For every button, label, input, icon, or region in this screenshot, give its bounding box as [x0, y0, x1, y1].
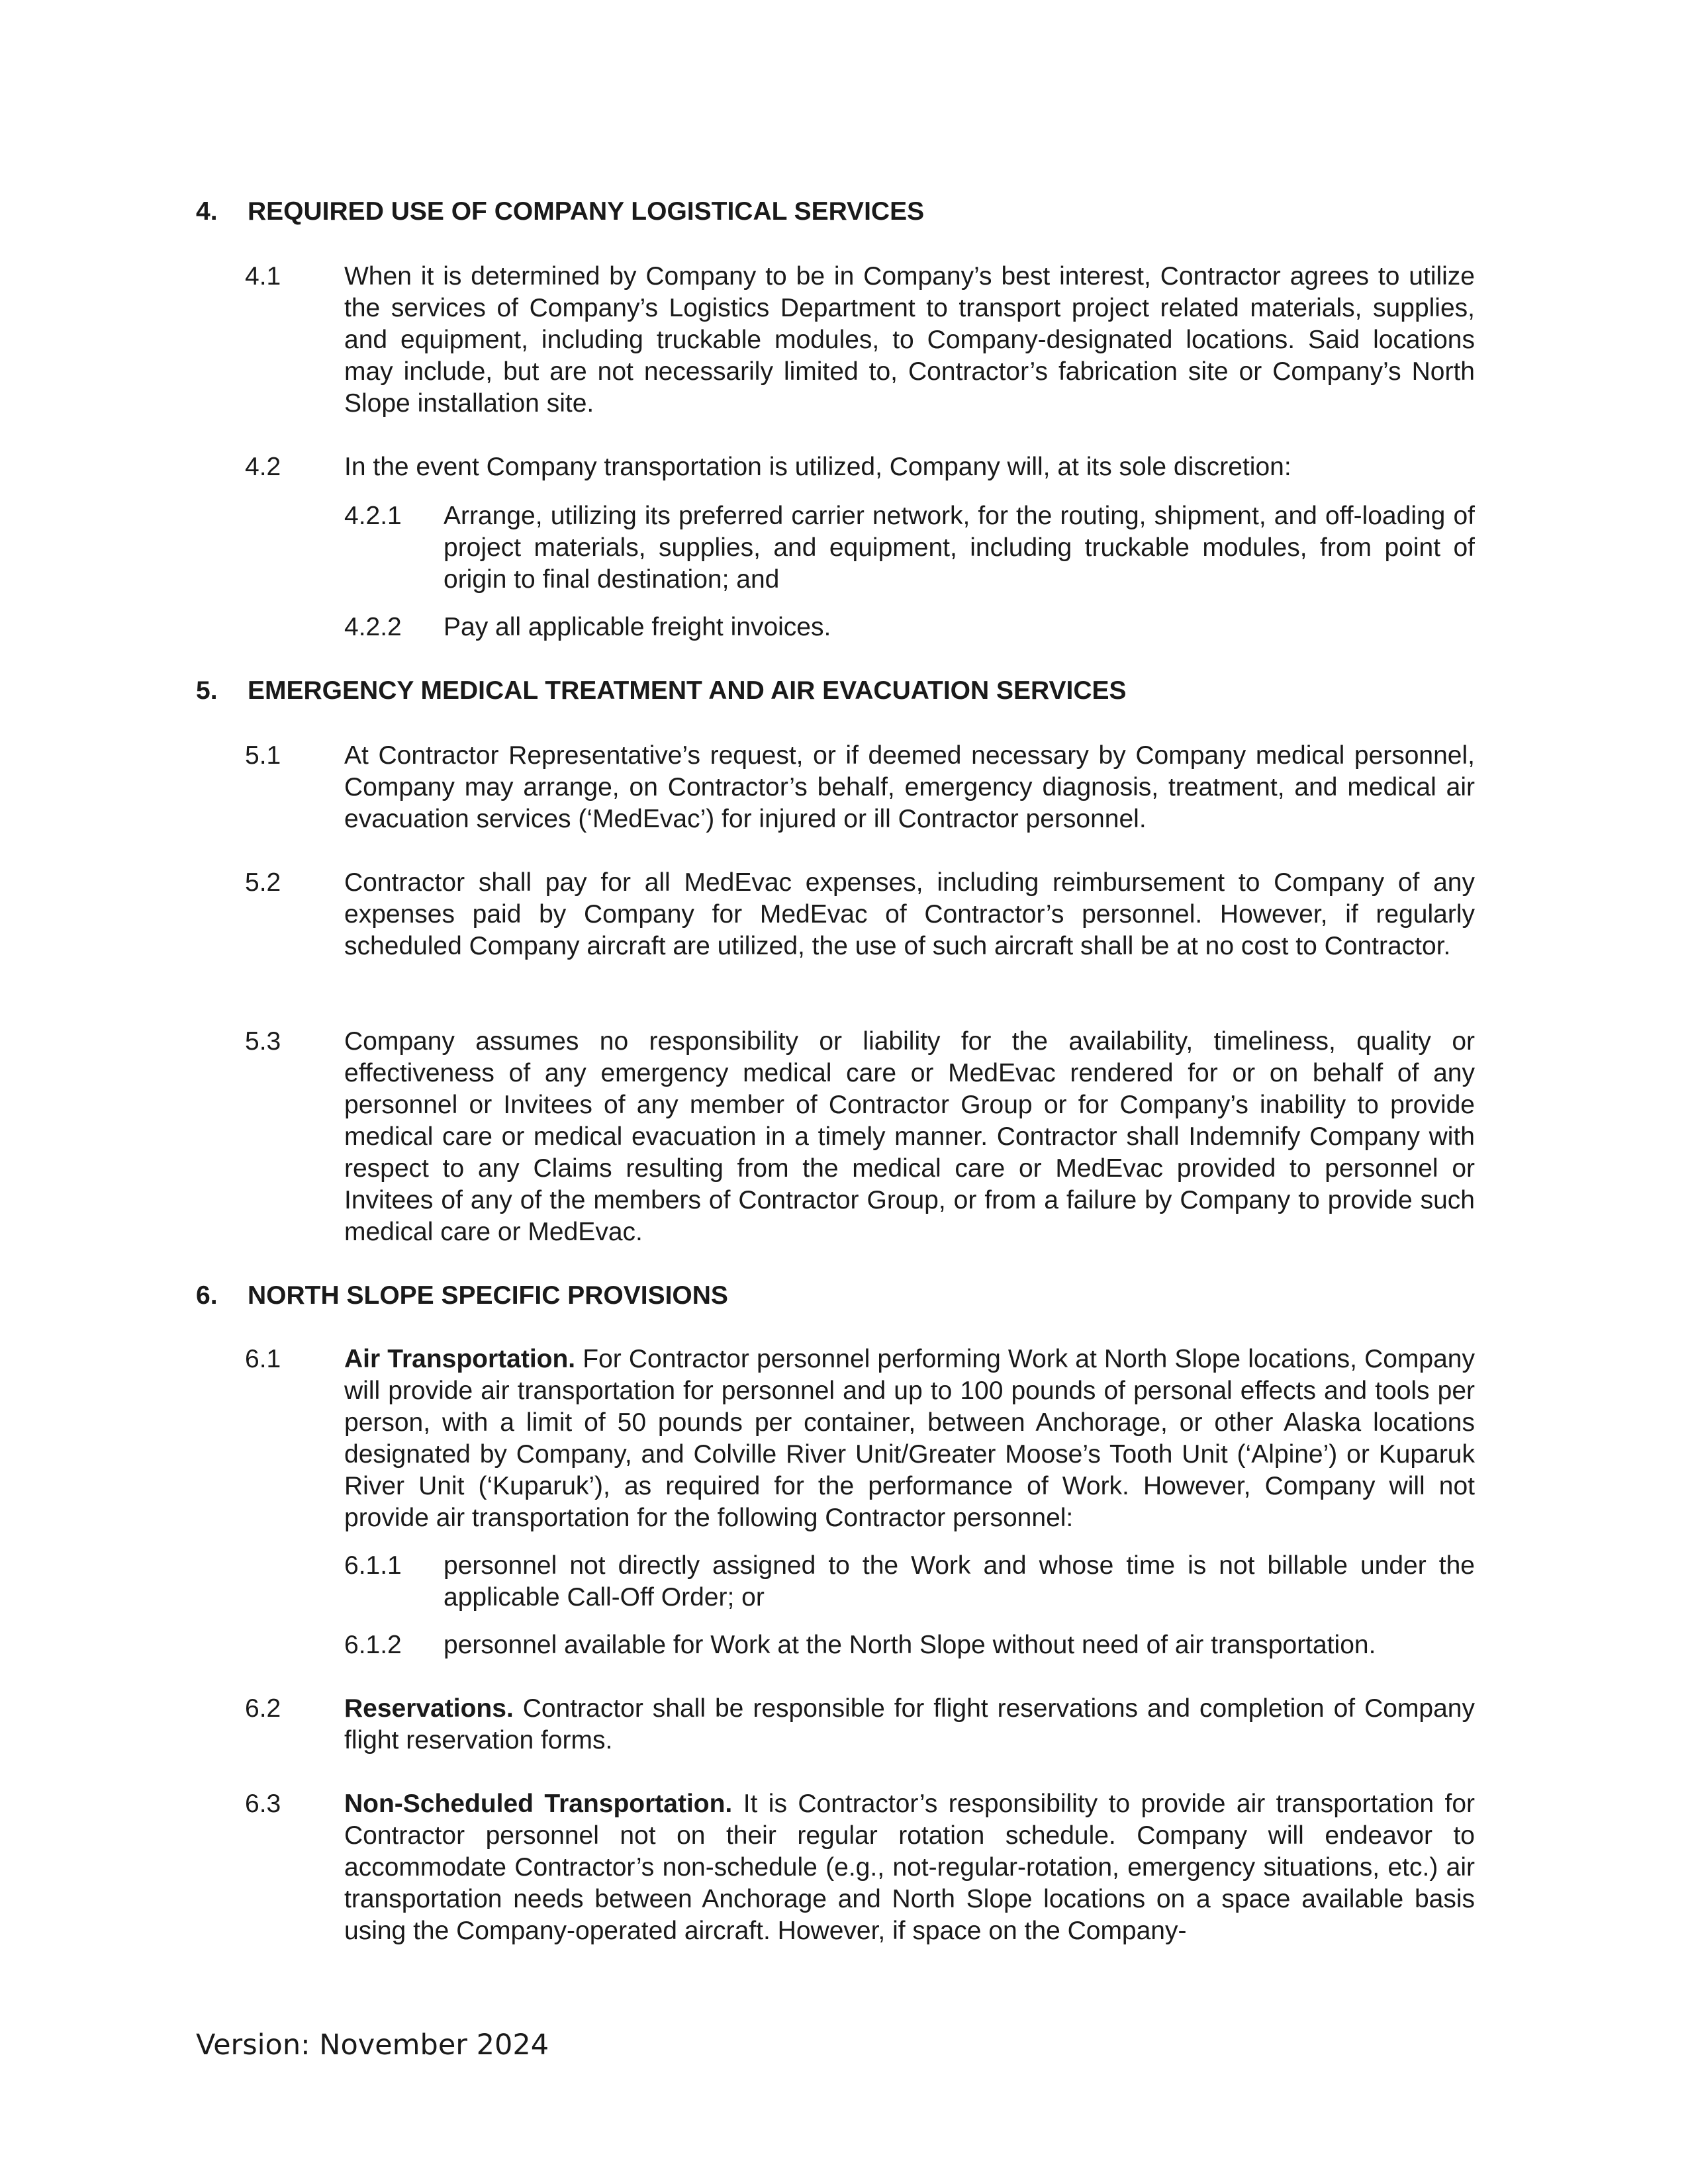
paragraph-text: When it is determined by Company to be in Company’s best interest, Contractor agrees to utilize the services of Company’s Logistics Department to transport project related materials, supplies, and equipment, including truckable modules, to Company-designated locations. Said locations may include, but are not necessarily limited to, Contractor’s fabrication site or Company’s North Slope installation site.	[344, 262, 1475, 418]
paragraph-heading: Non-Scheduled Transportation.	[344, 1790, 733, 1818]
paragraph-number: 4.2.1	[344, 502, 402, 530]
paragraph-text	[344, 1693, 1475, 1756]
section-number: 4.	[196, 197, 218, 226]
paragraph-4-1	[245, 261, 1475, 420]
paragraph-number: 4.2	[245, 453, 281, 481]
paragraph-text: personnel not directly assigned to the Work and whose time is not billable under the applicable Call-Off Order; or	[444, 1551, 1475, 1612]
version-footer: Version: November 2024	[196, 2028, 549, 2062]
paragraph-5-1	[245, 740, 1475, 835]
paragraph-number: 6.1.1	[344, 1551, 402, 1580]
section-number: 5.	[196, 676, 218, 705]
paragraph-text: At Contractor Representative’s request, or if deemed necessary by Company medical personnel, Company may arrange, on Contractor’s behalf, emergency diagnosis, treatment, and medical air evacuation services (‘MedEvac’) for injured or ill Contractor personnel.	[344, 741, 1475, 833]
paragraph-number: 6.1.2	[344, 1631, 402, 1659]
paragraph-body: It is Contractor’s responsibility to provide air transportation for Contractor personnel not on their regular rotation schedule. Company will endeavor to accommodate Contractor’s non-schedule (e.g., not-regular-rotation, emergency situations, etc.) air transportation needs between Anchorage and North Slope locations on a space available basis using the Company-operated aircraft. However, if space on the Company-	[344, 1790, 1475, 1945]
paragraph-body: Contractor shall be responsible for flight reservations and completion of Company flight reservation forms.	[344, 1694, 1475, 1754]
paragraph-5-2	[245, 867, 1475, 962]
paragraph-body: For Contractor personnel performing Work at North Slope locations, Company will provide air transportation for personnel and up to 100 pounds of personal effects and tools per person, with a limit of 50 pounds per container, between Anchorage, or other Alaska locations designated by Company, and Colville River Unit/Greater Moose’s Tooth Unit (‘Alpine’) or Kuparuk River Unit (‘Kuparuk’), as required for the performance of Work. However, Company will not provide air transportation for the following Contractor personnel:	[344, 1345, 1475, 1532]
paragraph-6-3	[245, 1788, 1475, 1947]
paragraph-4-2-2	[344, 612, 1475, 643]
paragraph-text	[344, 1343, 1475, 1534]
paragraph-6-1-1	[344, 1550, 1475, 1614]
paragraph-number: 5.1	[245, 741, 281, 770]
section-title: EMERGENCY MEDICAL TREATMENT AND AIR EVACUATION SERVICES	[248, 676, 1127, 705]
paragraph-text: In the event Company transportation is utilized, Company will, at its sole discretion:	[344, 453, 1291, 481]
paragraph-number: 4.2.2	[344, 613, 402, 641]
section-heading	[196, 196, 924, 228]
paragraph-number: 6.3	[245, 1790, 281, 1818]
paragraph-text: Pay all applicable freight invoices.	[444, 613, 831, 641]
paragraph-6-1	[245, 1343, 1475, 1534]
paragraph-number: 4.1	[245, 262, 281, 291]
paragraph-heading: Air Transportation.	[344, 1345, 576, 1373]
paragraph-text: Contractor shall pay for all MedEvac expenses, including reimbursement to Company of any expenses paid by Company for MedEvac of Contractor’s personnel. However, if regularly scheduled Company aircraft are utilized, the use of such aircraft shall be at no cost to Contractor.	[344, 868, 1475, 960]
paragraph-5-3	[245, 1026, 1475, 1248]
paragraph-heading: Reservations.	[344, 1694, 514, 1723]
paragraph-number: 5.3	[245, 1027, 281, 1056]
paragraph-text: personnel available for Work at the North Slope without need of air transportation.	[444, 1631, 1376, 1659]
paragraph-6-1-2	[344, 1629, 1475, 1661]
section-number: 6.	[196, 1281, 218, 1310]
paragraph-text: Arrange, utilizing its preferred carrier network, for the routing, shipment, and off-loading of project materials, supplies, and equipment, including truckable modules, from point of origin to final destination; and	[444, 502, 1475, 594]
paragraph-number: 6.2	[245, 1694, 281, 1723]
section-heading	[196, 1280, 728, 1312]
paragraph-text	[344, 1788, 1475, 1947]
section-title: REQUIRED USE OF COMPANY LOGISTICAL SERVICES	[248, 197, 925, 226]
paragraph-6-2	[245, 1693, 1475, 1756]
paragraph-number: 5.2	[245, 868, 281, 897]
paragraph-text: Company assumes no responsibility or liability for the availability, timeliness, quality or effectiveness of any emergency medical care or MedEvac rendered for or on behalf of any personnel or Invitees of any member of Contractor Group or for Company’s inability to provide medical care or medical evacuation in a timely manner. Contractor shall Indemnify Company with respect to any Claims resulting from the medical care or MedEvac provided to personnel or Invitees of any of the members of Contractor Group, or from a failure by Company to provide such medical care or MedEvac.	[344, 1027, 1475, 1246]
paragraph-4-2-1	[344, 500, 1475, 596]
paragraph-4-2	[245, 451, 1475, 483]
paragraph-number: 6.1	[245, 1345, 281, 1373]
section-title: NORTH SLOPE SPECIFIC PROVISIONS	[248, 1281, 728, 1310]
section-heading	[196, 675, 1127, 707]
